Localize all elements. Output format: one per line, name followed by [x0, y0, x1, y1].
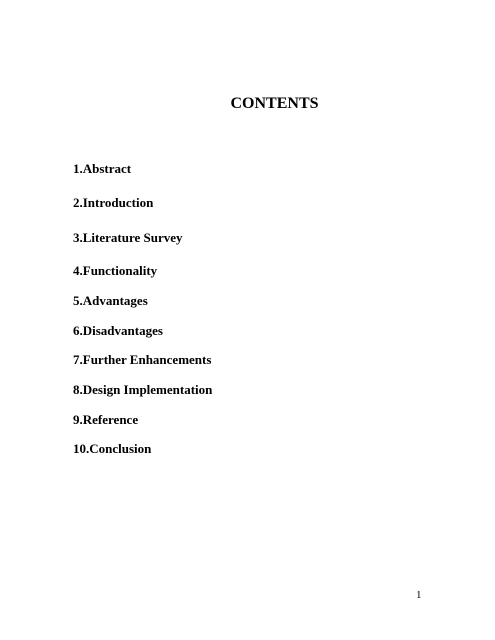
- toc-item-design-implementation: 8.Design Implementation: [73, 382, 213, 397]
- toc-item-advantages: 5.Advantages: [73, 293, 148, 308]
- toc-item-literature-survey: 3.Literature Survey: [73, 230, 183, 245]
- toc-item-functionality: 4.Functionality: [73, 263, 158, 278]
- toc-item-further-enhancements: 7.Further Enhancements: [73, 352, 212, 367]
- page-title: CONTENTS: [230, 95, 319, 112]
- toc-item-introduction: 2.Introduction: [73, 195, 154, 210]
- toc-item-abstract: 1.Abstract: [73, 161, 132, 176]
- toc-item-reference: 9.Reference: [73, 412, 139, 427]
- page-number: 1: [416, 589, 422, 601]
- toc-item-conclusion: 10.Conclusion: [73, 441, 152, 456]
- toc-item-disadvantages: 6.Disadvantages: [73, 323, 163, 338]
